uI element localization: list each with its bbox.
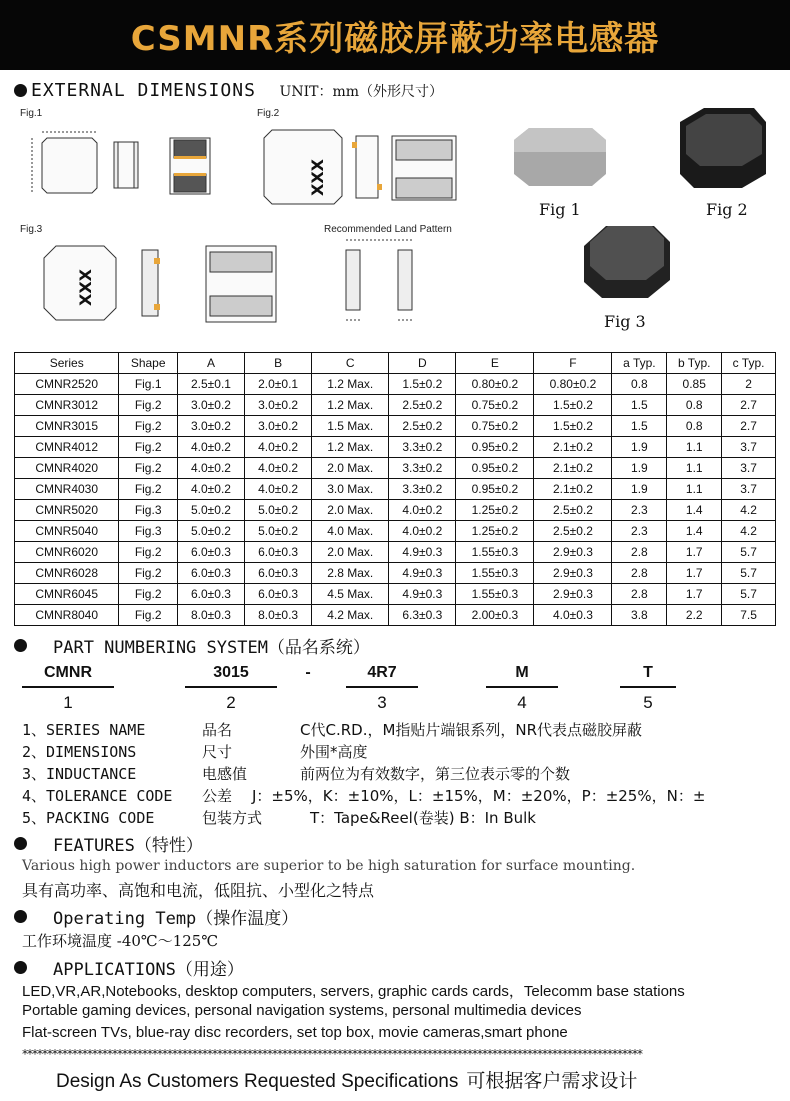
table-cell: CMNR8040 bbox=[15, 605, 119, 626]
part-code-packing: T bbox=[643, 664, 653, 681]
table-cell: Fig.2 bbox=[119, 416, 178, 437]
applications-line-3: Flat-screen TVs, blue-ray disc recorders, set top box, movie cameras,smart phone bbox=[22, 1024, 568, 1041]
table-header-cell: a Typ. bbox=[612, 353, 667, 374]
table-cell: Fig.2 bbox=[119, 437, 178, 458]
table-cell: 6.0±0.3 bbox=[177, 584, 244, 605]
part-index-3: 3 bbox=[377, 693, 387, 712]
table-cell: CMNR3015 bbox=[15, 416, 119, 437]
part-code-inductance: 4R7 bbox=[367, 664, 397, 681]
table-cell: 3.0±0.2 bbox=[177, 416, 244, 437]
table-cell: 7.5 bbox=[722, 605, 776, 626]
features-heading: FEATURES（特性） bbox=[14, 831, 203, 856]
part-underline bbox=[346, 686, 418, 688]
part-index-4: 4 bbox=[517, 693, 527, 712]
fig1-photo bbox=[514, 128, 606, 186]
table-cell: 0.95±0.2 bbox=[456, 479, 534, 500]
table-cell: 3.7 bbox=[722, 437, 776, 458]
applications-line-1: LED,VR,AR,Notebooks, desktop computers, servers, graphic cards cards，Telecomm base stations bbox=[22, 983, 685, 1000]
spec-table bbox=[14, 352, 776, 626]
part-index-5: 5 bbox=[643, 693, 653, 712]
table-cell: 8.0±0.3 bbox=[245, 605, 312, 626]
table-cell: 3.0±0.2 bbox=[177, 395, 244, 416]
table-cell: 1.2 Max. bbox=[312, 437, 389, 458]
table-cell: 2.1±0.2 bbox=[534, 458, 612, 479]
table-cell: 4.5 Max. bbox=[312, 584, 389, 605]
table-cell: 1.55±0.3 bbox=[456, 542, 534, 563]
table-cell: 3.0±0.2 bbox=[245, 416, 312, 437]
table-cell: 0.80±0.2 bbox=[456, 374, 534, 395]
table-cell: 5.7 bbox=[722, 563, 776, 584]
table-row bbox=[15, 605, 776, 626]
table-cell: 1.7 bbox=[667, 542, 722, 563]
table-cell: 3.0 Max. bbox=[312, 479, 389, 500]
table-cell: 1.7 bbox=[667, 563, 722, 584]
table-row bbox=[15, 437, 776, 458]
table-cell: 5.0±0.2 bbox=[177, 521, 244, 542]
footer-en: Design As Customers Requested Specifications bbox=[56, 1071, 459, 1092]
footer bbox=[56, 1066, 637, 1093]
table-cell: 0.75±0.2 bbox=[456, 395, 534, 416]
table-cell: 2.0±0.1 bbox=[245, 374, 312, 395]
table-header-cell: C bbox=[312, 353, 389, 374]
table-cell: 0.95±0.2 bbox=[456, 437, 534, 458]
star-divider: **************************************************************************************************************************** bbox=[22, 1047, 642, 1061]
table-cell: 4.2 bbox=[722, 521, 776, 542]
table-row bbox=[15, 500, 776, 521]
table-cell: 2.5±0.2 bbox=[389, 395, 456, 416]
dimensions-heading: EXTERNAL DIMENSIONS UNIT：mm（外形尺寸） bbox=[14, 80, 443, 101]
table-cell: 2.0 Max. bbox=[312, 500, 389, 521]
photo-caption-3: Fig 3 bbox=[604, 312, 646, 331]
table-cell: 3.0±0.2 bbox=[245, 395, 312, 416]
table-header-cell: Shape bbox=[119, 353, 178, 374]
table-row bbox=[15, 458, 776, 479]
table-cell: 1.4 bbox=[667, 521, 722, 542]
table-cell: 2.0 Max. bbox=[312, 542, 389, 563]
table-cell: 4.2 bbox=[722, 500, 776, 521]
operating-heading: Operating Temp（操作温度） bbox=[14, 904, 298, 929]
table-cell: 5.0±0.2 bbox=[245, 500, 312, 521]
table-cell: 1.25±0.2 bbox=[456, 521, 534, 542]
table-cell: 4.0±0.2 bbox=[177, 437, 244, 458]
table-header-cell: B bbox=[245, 353, 312, 374]
bullet-icon bbox=[14, 961, 27, 974]
land-pattern-label: Recommended Land Pattern bbox=[324, 224, 452, 235]
bullet-icon bbox=[14, 639, 27, 652]
table-cell: 4.9±0.3 bbox=[389, 542, 456, 563]
table-cell: 3.3±0.2 bbox=[389, 437, 456, 458]
table-header-cell: E bbox=[456, 353, 534, 374]
table-cell: 2.9±0.3 bbox=[534, 584, 612, 605]
applications-heading: APPLICATIONS（用途） bbox=[14, 955, 244, 980]
table-cell: 1.9 bbox=[612, 458, 667, 479]
table-cell: 2.8 bbox=[612, 584, 667, 605]
technical-drawings-svg bbox=[14, 108, 776, 343]
part-code-dimension: 3015 bbox=[213, 664, 249, 681]
table-cell: Fig.2 bbox=[119, 542, 178, 563]
page-title: CSMNR系列磁胶屏蔽功率电感器 bbox=[130, 18, 660, 59]
part-code-series: CMNR bbox=[44, 664, 92, 681]
table-header-cell: b Typ. bbox=[667, 353, 722, 374]
table-cell: 2.7 bbox=[722, 395, 776, 416]
table-cell: 5.0±0.2 bbox=[245, 521, 312, 542]
table-cell: 1.2 Max. bbox=[312, 374, 389, 395]
part-code-dash: - bbox=[305, 664, 311, 681]
table-cell: CMNR6045 bbox=[15, 584, 119, 605]
table-cell: 2.5±0.2 bbox=[389, 416, 456, 437]
photo-caption-2: Fig 2 bbox=[706, 200, 748, 219]
table-row bbox=[15, 395, 776, 416]
table-cell: 5.7 bbox=[722, 584, 776, 605]
table-cell: 1.55±0.3 bbox=[456, 563, 534, 584]
table-cell: 4.2 Max. bbox=[312, 605, 389, 626]
fig3-label: Fig.3 bbox=[20, 224, 43, 235]
table-row bbox=[15, 374, 776, 395]
table-row bbox=[15, 563, 776, 584]
part-index-2: 2 bbox=[226, 693, 236, 712]
table-cell: 1.4 bbox=[667, 500, 722, 521]
table-cell: 4.0±0.2 bbox=[177, 458, 244, 479]
table-cell: 3.7 bbox=[722, 479, 776, 500]
table-cell: 3.8 bbox=[612, 605, 667, 626]
table-header-cell: F bbox=[534, 353, 612, 374]
table-cell: Fig.2 bbox=[119, 395, 178, 416]
table-row bbox=[15, 479, 776, 500]
table-cell: Fig.2 bbox=[119, 458, 178, 479]
table-cell: 1.5±0.2 bbox=[389, 374, 456, 395]
table-header-cell: D bbox=[389, 353, 456, 374]
table-cell: 2.3 bbox=[612, 500, 667, 521]
part-underline bbox=[22, 686, 114, 688]
photo-caption-1: Fig 1 bbox=[539, 200, 581, 219]
bullet-icon bbox=[14, 84, 27, 97]
fig3-marking: XXX bbox=[76, 268, 96, 307]
table-cell: Fig.2 bbox=[119, 605, 178, 626]
table-cell: 2.1±0.2 bbox=[534, 437, 612, 458]
table-cell: 1.5 bbox=[612, 395, 667, 416]
applications-line-2: Portable gaming devices, personal navigation systems, personal multimedia devices bbox=[22, 1002, 582, 1019]
table-cell: 2.8 bbox=[612, 563, 667, 584]
table-cell: 4.0±0.2 bbox=[177, 479, 244, 500]
table-cell: CMNR4012 bbox=[15, 437, 119, 458]
table-cell: 1.55±0.3 bbox=[456, 584, 534, 605]
fig2-label: Fig.2 bbox=[257, 108, 280, 119]
footer-cn: 可根据客户需求设计 bbox=[466, 1071, 638, 1092]
features-cn: 具有高功率、高饱和电流，低阻抗、小型化之特点 bbox=[22, 881, 375, 900]
table-cell: 0.8 bbox=[667, 416, 722, 437]
fig1-label: Fig.1 bbox=[20, 108, 43, 119]
table-cell: 1.1 bbox=[667, 479, 722, 500]
table-cell: 2.8 bbox=[612, 542, 667, 563]
table-cell: 6.0±0.3 bbox=[245, 584, 312, 605]
operating-text: 工作环境温度 -40℃～125℃ bbox=[22, 932, 219, 950]
table-cell: 6.0±0.3 bbox=[177, 542, 244, 563]
table-cell: 0.95±0.2 bbox=[456, 458, 534, 479]
table-cell: CMNR3012 bbox=[15, 395, 119, 416]
table-cell: CMNR6020 bbox=[15, 542, 119, 563]
bullet-icon bbox=[14, 910, 27, 923]
table-cell: 1.5 bbox=[612, 416, 667, 437]
table-cell: Fig.3 bbox=[119, 500, 178, 521]
table-cell: CMNR5020 bbox=[15, 500, 119, 521]
table-cell: 1.9 bbox=[612, 437, 667, 458]
table-cell: 2.0 Max. bbox=[312, 458, 389, 479]
bullet-icon bbox=[14, 837, 27, 850]
table-cell: CMNR2520 bbox=[15, 374, 119, 395]
table-cell: 2.8 Max. bbox=[312, 563, 389, 584]
table-header-cell: A bbox=[177, 353, 244, 374]
table-cell: 0.75±0.2 bbox=[456, 416, 534, 437]
table-cell: 4.0±0.3 bbox=[534, 605, 612, 626]
unit-label: UNIT：mm（外形尺寸） bbox=[279, 83, 444, 100]
table-cell: 2.9±0.3 bbox=[534, 563, 612, 584]
table-header-cell: c Typ. bbox=[722, 353, 776, 374]
table-cell: 4.0±0.2 bbox=[389, 521, 456, 542]
table-cell: 1.1 bbox=[667, 437, 722, 458]
part-underline bbox=[620, 686, 676, 688]
table-cell: 6.0±0.3 bbox=[245, 542, 312, 563]
table-cell: Fig.3 bbox=[119, 521, 178, 542]
part-index-1: 1 bbox=[63, 693, 73, 712]
table-cell: 2.1±0.2 bbox=[534, 479, 612, 500]
table-cell: 4.9±0.3 bbox=[389, 584, 456, 605]
table-cell: 1.7 bbox=[667, 584, 722, 605]
table-row bbox=[15, 584, 776, 605]
table-cell: 4.9±0.3 bbox=[389, 563, 456, 584]
table-cell: 6.3±0.3 bbox=[389, 605, 456, 626]
table-cell: 1.9 bbox=[612, 479, 667, 500]
part-numbering-heading: PART NUMBERING SYSTEM（品名系统） bbox=[14, 633, 370, 658]
table-cell: CMNR6028 bbox=[15, 563, 119, 584]
table-cell: Fig.2 bbox=[119, 479, 178, 500]
table-cell: 2.5±0.2 bbox=[534, 500, 612, 521]
table-cell: 0.8 bbox=[667, 395, 722, 416]
table-cell: 4.0 Max. bbox=[312, 521, 389, 542]
table-cell: CMNR5040 bbox=[15, 521, 119, 542]
title-banner bbox=[0, 0, 790, 70]
fig2-marking: XXX bbox=[308, 158, 328, 197]
table-row bbox=[15, 521, 776, 542]
table-row bbox=[15, 416, 776, 437]
table-cell: 0.80±0.2 bbox=[534, 374, 612, 395]
part-underline bbox=[185, 686, 277, 688]
table-cell: 0.8 bbox=[612, 374, 667, 395]
features-en: Various high power inductors are superior to be high saturation for surface mounting. bbox=[22, 858, 636, 874]
table-cell: Fig.1 bbox=[119, 374, 178, 395]
table-cell: 8.0±0.3 bbox=[177, 605, 244, 626]
table-cell: 6.0±0.3 bbox=[245, 563, 312, 584]
table-header-cell: Series bbox=[15, 353, 119, 374]
table-cell: 1.25±0.2 bbox=[456, 500, 534, 521]
table-cell: 2.7 bbox=[722, 416, 776, 437]
table-cell: 3.3±0.2 bbox=[389, 458, 456, 479]
table-cell: 2.5±0.2 bbox=[534, 521, 612, 542]
table-cell: 5.0±0.2 bbox=[177, 500, 244, 521]
fig3-photo bbox=[584, 226, 670, 298]
table-cell: 4.0±0.2 bbox=[245, 437, 312, 458]
table-cell: 1.5±0.2 bbox=[534, 395, 612, 416]
table-cell: 1.1 bbox=[667, 458, 722, 479]
table-cell: 2.2 bbox=[667, 605, 722, 626]
table-cell: Fig.2 bbox=[119, 563, 178, 584]
table-cell: 4.0±0.2 bbox=[245, 479, 312, 500]
table-cell: Fig.2 bbox=[119, 584, 178, 605]
table-cell: 4.0±0.2 bbox=[245, 458, 312, 479]
table-cell: CMNR4030 bbox=[15, 479, 119, 500]
table-cell: 3.7 bbox=[722, 458, 776, 479]
table-cell: 1.2 Max. bbox=[312, 395, 389, 416]
table-row bbox=[15, 542, 776, 563]
table-cell: 2.3 bbox=[612, 521, 667, 542]
table-header-row bbox=[15, 353, 776, 374]
table-cell: 3.3±0.2 bbox=[389, 479, 456, 500]
table-cell: 2 bbox=[722, 374, 776, 395]
table-cell: 4.0±0.2 bbox=[389, 500, 456, 521]
table-cell: 2.5±0.1 bbox=[177, 374, 244, 395]
table-cell: 6.0±0.3 bbox=[177, 563, 244, 584]
table-cell: 1.5 Max. bbox=[312, 416, 389, 437]
part-code-tolerance: M bbox=[515, 664, 529, 681]
part-underline bbox=[486, 686, 558, 688]
table-cell: 2.9±0.3 bbox=[534, 542, 612, 563]
dimension-drawings bbox=[14, 108, 776, 343]
table-cell: 1.5±0.2 bbox=[534, 416, 612, 437]
fig2-photo bbox=[680, 108, 766, 188]
table-cell: 0.85 bbox=[667, 374, 722, 395]
table-cell: 2.00±0.3 bbox=[456, 605, 534, 626]
table-cell: 5.7 bbox=[722, 542, 776, 563]
table-cell: CMNR4020 bbox=[15, 458, 119, 479]
